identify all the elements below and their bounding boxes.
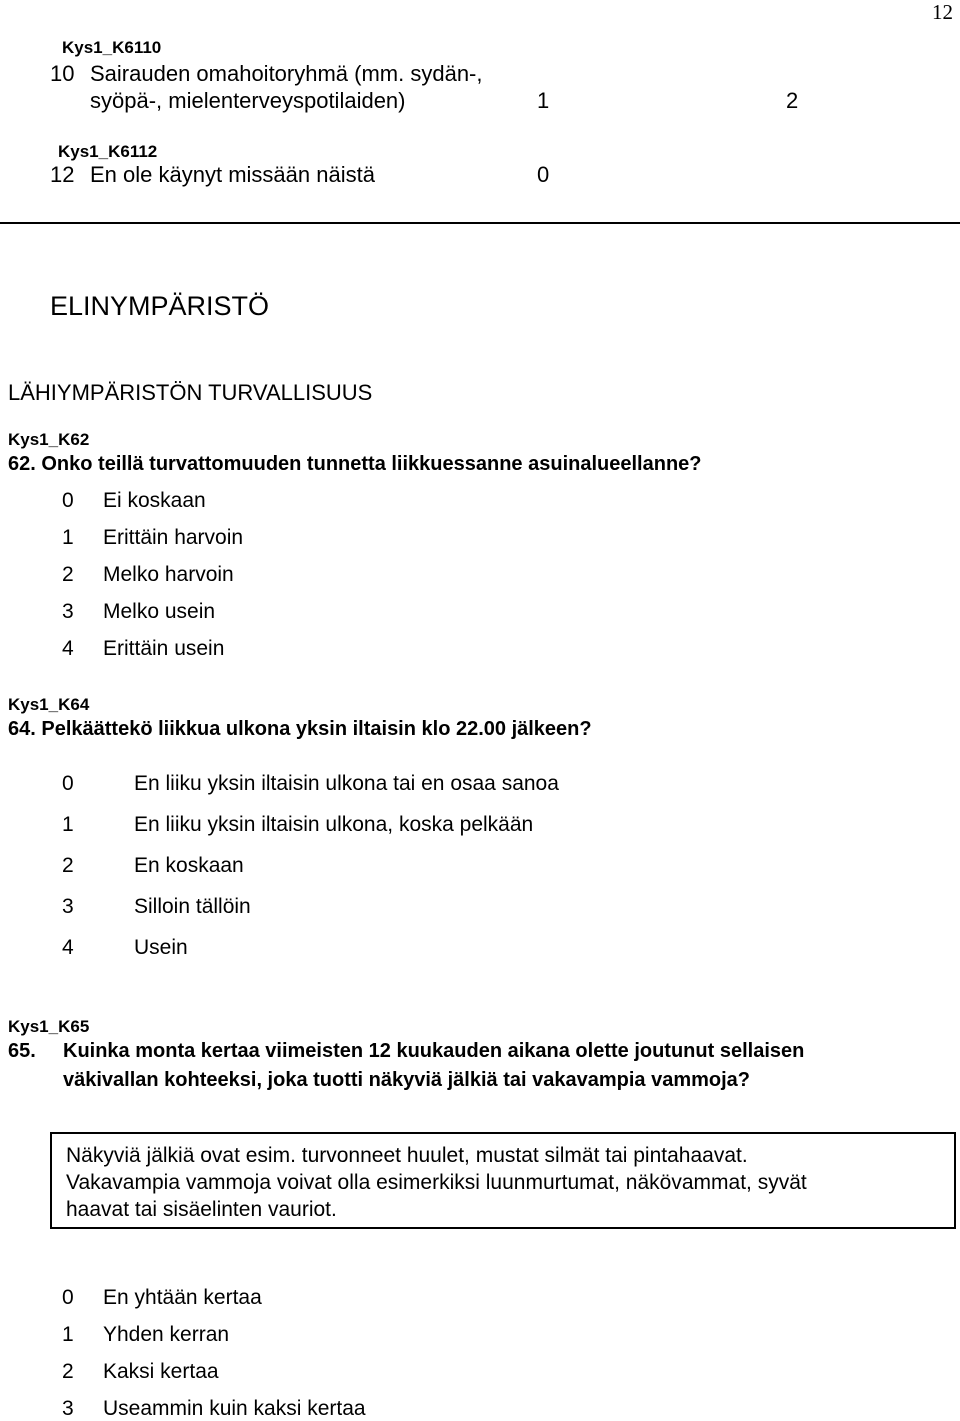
note-line: Näkyviä jälkiä ovat esim. turvonneet huulet, mustat silmät tai pintahaavat.: [66, 1144, 748, 1167]
option-number: 3: [62, 895, 74, 918]
section-title: ELINYMPÄRISTÖ: [50, 291, 270, 321]
item-value: 0: [537, 162, 550, 187]
option-number: 1: [62, 526, 74, 549]
option-number: 0: [62, 772, 74, 795]
section-divider: [0, 222, 960, 224]
option-number: 0: [62, 1286, 74, 1309]
option-label: Melko usein: [103, 600, 216, 623]
option-number: 2: [62, 854, 74, 877]
option-label: En koskaan: [134, 854, 244, 877]
option-number: 3: [62, 600, 74, 623]
option-label: En liiku yksin iltaisin ulkona, koska pelkään: [134, 813, 534, 836]
option-label: Erittäin usein: [103, 637, 225, 660]
option-number: 4: [62, 936, 74, 959]
item-number: 10: [50, 61, 75, 86]
option-label: Silloin tällöin: [134, 895, 251, 918]
item-value: 2: [786, 88, 799, 113]
option-label: Kaksi kertaa: [103, 1360, 219, 1383]
definition-note-box: [50, 1132, 956, 1229]
option-number: 2: [62, 1360, 74, 1383]
variable-code: Kys1_K64: [8, 695, 90, 714]
subsection-title: LÄHIYMPÄRISTÖN TURVALLISUUS: [8, 380, 373, 405]
question-text-continued: väkivallan kohteeksi, joka tuotti näkyviä jälkiä tai vakavampia vammoja?: [63, 1069, 751, 1091]
item-number: 12: [50, 162, 75, 187]
option-label: Melko harvoin: [103, 563, 234, 586]
option-number: 0: [62, 489, 74, 512]
question-number: 65.: [8, 1040, 36, 1062]
item-label-continued: syöpä-, mielenterveyspotilaiden): [90, 88, 406, 113]
question-text: Kuinka monta kertaa viimeisten 12 kuukauden aikana olette joutunut sellaisen: [63, 1040, 805, 1062]
variable-code: Kys1_K6110: [62, 38, 162, 57]
option-label: Usein: [134, 936, 188, 959]
item-label: Sairauden omahoitoryhmä (mm. sydän-,: [90, 61, 483, 86]
item-value: 1: [537, 88, 550, 113]
note-line: haavat tai sisäelinten vauriot.: [66, 1198, 337, 1221]
variable-code: Kys1_K65: [8, 1017, 90, 1036]
option-label: Yhden kerran: [103, 1323, 230, 1346]
option-number: 3: [62, 1397, 74, 1420]
option-label: Useammin kuin kaksi kertaa: [103, 1397, 366, 1420]
option-label: Erittäin harvoin: [103, 526, 244, 549]
variable-code: Kys1_K6112: [58, 142, 158, 161]
item-label: En ole käynyt missään näistä: [90, 162, 375, 187]
option-number: 2: [62, 563, 74, 586]
option-label: Ei koskaan: [103, 489, 206, 512]
option-number: 1: [62, 813, 74, 836]
question-text: 62. Onko teillä turvattomuuden tunnetta liikkuessanne asuinalueellanne?: [8, 453, 702, 475]
variable-code: Kys1_K62: [8, 430, 90, 449]
option-number: 4: [62, 637, 74, 660]
option-label: En yhtään kertaa: [103, 1286, 262, 1309]
question-text: 64. Pelkäättekö liikkua ulkona yksin iltaisin klo 22.00 jälkeen?: [8, 718, 592, 740]
page-number: 12: [932, 0, 953, 24]
note-line: Vakavampia vammoja voivat olla esimerkiksi luunmurtumat, näkövammat, syvät: [66, 1171, 807, 1194]
option-label: En liiku yksin iltaisin ulkona tai en osaa sanoa: [134, 772, 559, 795]
option-number: 1: [62, 1323, 74, 1346]
